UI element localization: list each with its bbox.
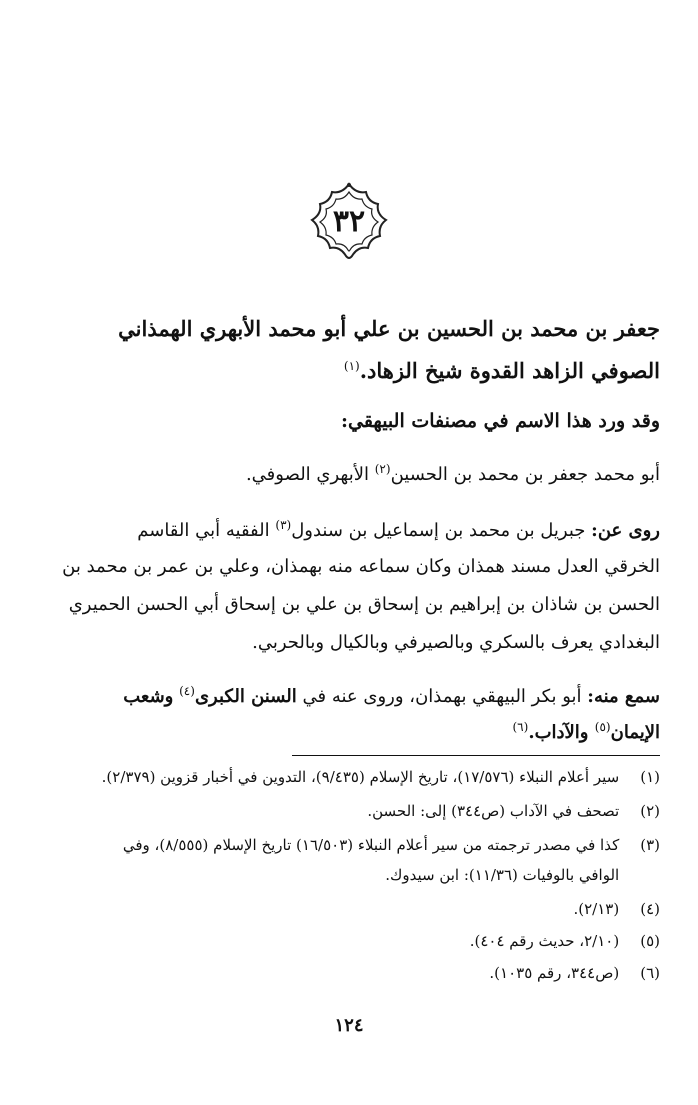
rawa-line-1 <box>137 518 660 541</box>
rawa-line-2: الخرقي العدل مسند همذان وكان سماعه منه بهمذان، وعلي بن عمر بن محمد بن <box>62 556 660 577</box>
footnote-ref-1[interactable]: (١) <box>343 359 360 373</box>
entry-title-line-2 <box>344 358 660 383</box>
footnote-ref-4[interactable]: (٤) <box>179 684 195 698</box>
entry-number: ٣٢ <box>332 204 366 239</box>
page-number: ١٢٤ <box>334 1015 364 1036</box>
footnote-3 <box>123 836 660 854</box>
footnote-number: (٢) <box>640 802 660 820</box>
rawa-line-4: البغدادي يعرف بالسكري وبالصيرفي وبالكيال وبالحربي. <box>252 632 660 653</box>
name-text-b: الأبهري الصوفي. <box>245 464 369 485</box>
footnote-6 <box>489 964 660 982</box>
rawa-label: روى عن: <box>591 520 660 541</box>
footnote-ref-5[interactable]: (٥) <box>594 720 611 734</box>
sunan-title: السنن الكبرى <box>194 686 297 707</box>
entry-title-line-1: جعفر بن محمد بن الحسين بن علي أبو محمد الأبهري الهمذاني <box>118 316 660 341</box>
footnote-ref-6[interactable]: (٦) <box>512 720 529 734</box>
footnote-4 <box>574 900 661 918</box>
footnote-text: تصحف في الآداب (ص٣٤٤) إلى: الحسن. <box>367 802 620 820</box>
footnote-number: (١) <box>640 768 660 786</box>
footnote-ref-2[interactable]: (٢) <box>374 462 391 476</box>
footnote-text: سير أعلام النبلاء (١٧/٥٧٦)، تاريخ الإسلام (٩/٤٣٥)، التدوين في أخبار قزوين (٢/٣٧٩). <box>101 768 620 786</box>
entry-title-text: الصوفي الزاهد القدوة شيخ الزهاد. <box>359 358 660 383</box>
iman-title: الإيمان <box>610 722 660 743</box>
footnote-2 <box>367 802 660 820</box>
entry-number-ornament <box>294 180 404 270</box>
samia-text: أبو بكر البيهقي بهمذان، وروى عنه في <box>302 686 582 707</box>
footnote-ref-3[interactable]: (٣) <box>275 518 292 532</box>
footnote-5 <box>470 932 660 950</box>
name-text-a: أبو محمد جعفر بن محمد بن الحسين <box>390 464 660 485</box>
samia-line-1 <box>123 684 660 707</box>
footnote-text: (٢/١٣). <box>573 900 620 918</box>
rawa-text-1a: جبريل بن محمد بن إسماعيل بن سندول <box>291 520 586 541</box>
footnote-number: (٣) <box>640 836 660 854</box>
footnote-number: (٦) <box>640 964 660 982</box>
shuab-title: وشعب <box>123 686 174 707</box>
footnote-text: الوافي بالوفيات (١١/٣٦): ابن سيدوك. <box>385 866 620 884</box>
footnote-number: (٤) <box>640 900 660 918</box>
adab-title: والآداب. <box>528 722 589 743</box>
samia-label: سمع منه: <box>587 686 660 707</box>
samia-line-2 <box>512 720 660 743</box>
footnote-1 <box>102 768 660 786</box>
footnote-3-continued <box>385 866 660 884</box>
name-line <box>246 462 660 485</box>
footnote-text: (ص٣٤٤، رقم ١٠٣٥). <box>489 964 620 982</box>
name-heading: وقد ورد هذا الاسم في مصنفات البيهقي: <box>340 410 660 432</box>
footnote-text: (٢/١٠، حديث رقم ٤٠٤). <box>469 932 620 950</box>
footnote-text: كذا في مصدر ترجمته من سير أعلام النبلاء (١٦/٥٠٣) تاريخ الإسلام (٨/٥٥٥)، وفي <box>122 836 620 854</box>
footnote-number: (٥) <box>640 932 660 950</box>
rawa-line-3: الحسن بن شاذان بن إبراهيم بن إسحاق بن علي بن إسحاق أبي الحسن الحميري <box>68 594 660 615</box>
footnote-divider <box>292 755 660 756</box>
rawa-text-1b: الفقيه أبي القاسم <box>137 520 270 541</box>
